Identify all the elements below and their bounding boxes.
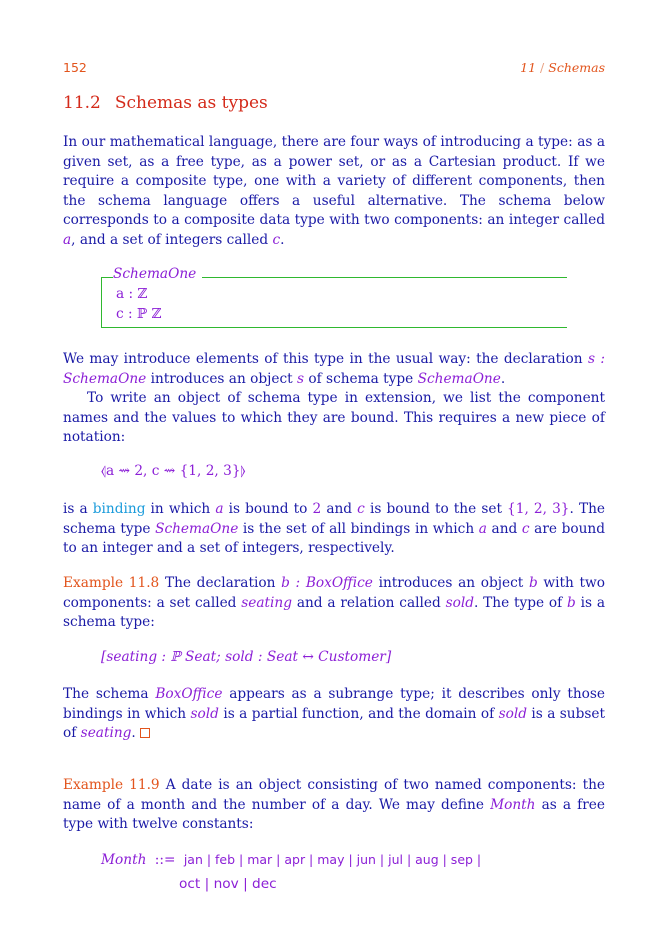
intro-text: In our mathematical language, there are four ways of introducing a type: as a given set, as a free type, as a power set, or as a Cartesian product. If we require a composite type, one with a variety of different components, then the schema language offers a useful alternative. The schema below corresponds to a composite data type with two components: an integer called [63, 134, 605, 229]
chapter-number: 11 [520, 60, 537, 75]
binding-text-1: is a [63, 501, 93, 517]
var-c: c [521, 520, 530, 537]
ex1-text-3: with two components: a set called [63, 575, 605, 611]
example-label: Example 11.8 [63, 575, 160, 591]
var-sold: sold [190, 705, 219, 722]
var-b: b [567, 594, 576, 611]
var-seating: seating [80, 725, 132, 742]
free-type-operator: ::= [154, 852, 176, 868]
binding-term-link[interactable]: binding [92, 501, 146, 517]
section-title: Schemas as types [114, 93, 268, 113]
month-def-name: Month [101, 852, 147, 868]
schema-decl-a: a : ℤ [116, 286, 148, 302]
chapter-running-title [520, 60, 605, 75]
paragraph-declaration [63, 350, 605, 389]
type-schemaone: SchemaOne [155, 520, 239, 537]
binding-text-2: in which [145, 501, 216, 517]
ex2-text-1: A date is an object consisting of two named components: the name of a month and the number of a day. We may define [63, 777, 606, 813]
schema-bottom-rule [101, 327, 567, 328]
binding-text-8: and [486, 520, 522, 537]
running-head [63, 60, 605, 76]
binding-text-4: and [321, 501, 358, 517]
ex1-text-2: introduces an object [372, 575, 529, 591]
value-set: {1, 2, 3} [507, 501, 570, 517]
running-head-separator: / [540, 60, 545, 75]
var-sold: sold [445, 594, 474, 611]
section-number: 11.2 [63, 93, 101, 113]
box-text-4: is a subset of [63, 705, 606, 742]
decl-text-1: We may introduce elements of this type in the usual way: the declaration [63, 351, 588, 367]
decl-text-4: . [500, 370, 506, 387]
binding-text-9: are bound to an integer and a set of integers, respectively. [63, 520, 605, 557]
var-sold: sold [498, 705, 527, 722]
ex2-text-2: as a free type with twelve constants: [63, 796, 605, 833]
end-of-example-icon [140, 728, 150, 738]
var-b: b [528, 575, 538, 591]
var-seating: seating [241, 594, 293, 611]
section-heading [63, 93, 268, 113]
schema-name: SchemaOne [113, 266, 202, 282]
type-schemaone: SchemaOne [417, 370, 501, 387]
box-text-3: is a partial function, and the domain of [218, 705, 499, 722]
binding-text-3: is bound to [223, 501, 313, 517]
binding-display: ⦉a ⇝ 2, c ⇝ {1, 2, 3}⦊ [101, 463, 246, 479]
type-boxoffice: BoxOffice [155, 686, 223, 702]
chapter-title: Schemas [548, 60, 605, 75]
var-a: a [478, 520, 487, 537]
var-s: s [297, 370, 305, 387]
intro-end: . [280, 231, 285, 248]
var-c: c [357, 501, 365, 517]
month-definition-line-2: oct | nov | dec [179, 876, 277, 892]
example-11-9 [63, 776, 605, 835]
decl-text-3: of schema type [304, 370, 418, 387]
schema-decl-c: c : ℙ ℤ [116, 306, 162, 322]
month-constants-1: jan | feb | mar | apr | may | jun | jul | aug | sep | [183, 852, 482, 867]
box-text-1: The schema [63, 686, 156, 702]
binding-text-5: is bound to the set [364, 501, 508, 517]
month-definition-line-1 [101, 852, 481, 868]
paragraph-extension: To write an object of schema type in extension, we list the component names and the values to which they are bound. This requires a new piece of notation: [63, 390, 605, 446]
ex1-text-4: and a relation called [292, 594, 446, 611]
ex1-text-1: The declaration [159, 575, 282, 591]
box-text-5: . [131, 725, 136, 742]
binding-text-6: . The schema type [63, 501, 606, 537]
decl-text-2: introduces an object [146, 370, 297, 387]
paragraph-binding [63, 500, 605, 559]
value-two: 2 [312, 501, 322, 517]
schema-type-display: [seating : ℙ Seat; sold : Seat ↔ Customer] [101, 649, 392, 665]
var-a: a [215, 501, 224, 517]
ex1-text-5: . The type of [473, 594, 568, 611]
schema-box [101, 264, 567, 330]
example-label: Example 11.9 [63, 777, 160, 793]
decl-s-schemaone: s : SchemaOne [63, 351, 605, 387]
example-11-8 [63, 574, 605, 633]
paragraph-intro [63, 133, 605, 251]
schema-left-rule [101, 277, 102, 328]
page-number: 152 [63, 60, 87, 75]
ex1-text-6: is a schema type: [63, 594, 606, 631]
type-month: Month [490, 796, 536, 813]
var-c: c [272, 231, 281, 248]
binding-text-7: is the set of all bindings in which [238, 520, 479, 537]
box-text-2: appears as a subrange type; it describes only those bindings in which [63, 686, 605, 722]
intro-mid: , and a set of integers called [71, 231, 273, 248]
paragraph-boxoffice [63, 685, 605, 744]
var-a: a [63, 231, 72, 248]
decl-b-boxoffice: b : BoxOffice [281, 575, 373, 591]
